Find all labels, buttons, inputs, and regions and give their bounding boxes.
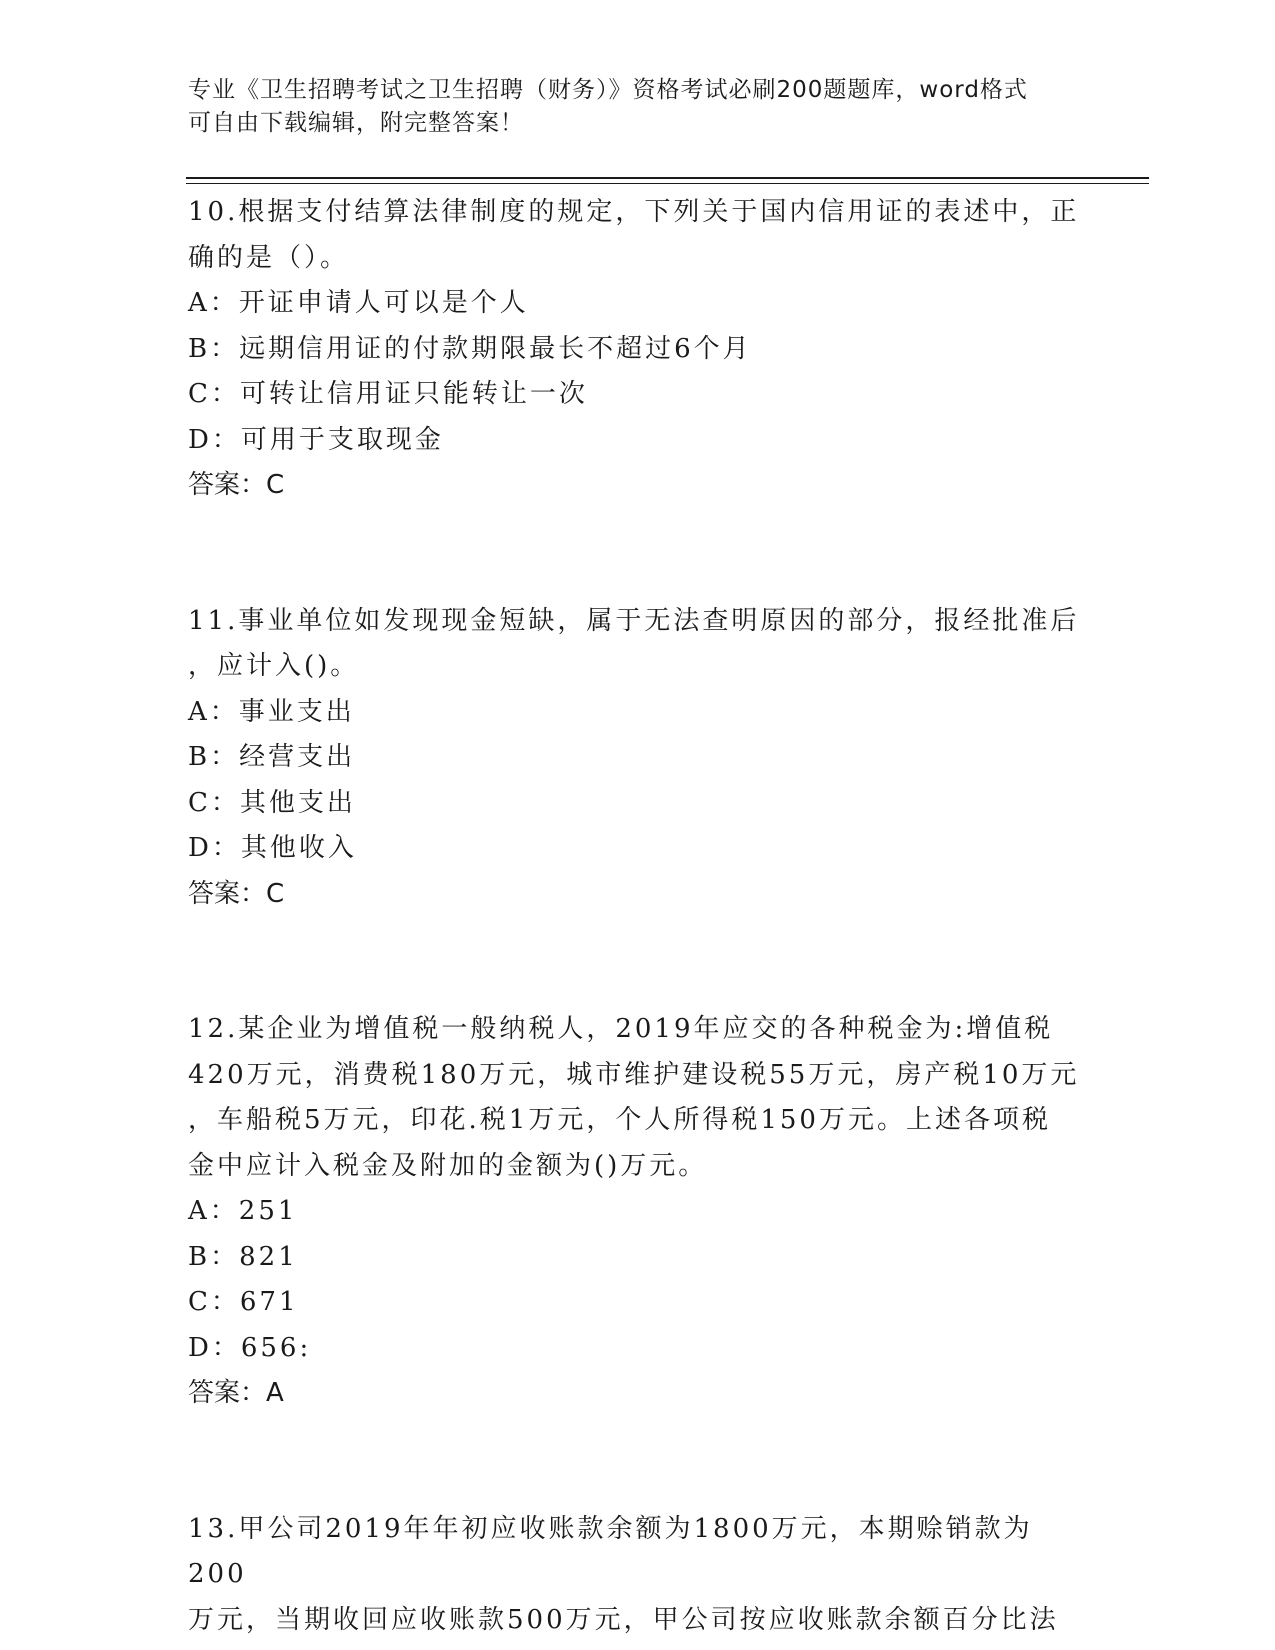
- question-stem-line: 12.某企业为增值税一般纳税人，2019年应交的各种税金为:增值税: [188, 1014, 1054, 1044]
- option-d: D：可用于支取现金: [188, 424, 444, 455]
- question-10: [188, 190, 1088, 509]
- header-divider-thick: [186, 177, 1149, 179]
- option-b: B：远期信用证的付款期限最长不超过6个月: [188, 333, 752, 364]
- header-line-1: 专业《卫生招聘考试之卫生招聘（财务）》资格考试必刷200题题库，word格式: [188, 77, 1028, 103]
- question-spacer: [188, 509, 1088, 599]
- question-spacer: [188, 1417, 1088, 1507]
- header-line-2: 可自由下载编辑，附完整答案！: [188, 110, 524, 136]
- question-list: [188, 190, 1088, 1643]
- answer: 答案：A: [188, 1378, 284, 1408]
- option-a: A：事业支出: [188, 696, 355, 727]
- question-spacer: [188, 917, 1088, 1007]
- answer: 答案：C: [188, 470, 285, 500]
- question-stem-line: ，车船税5万元，印花.税1万元，个人所得税150万元。上述各项税: [188, 1105, 1051, 1135]
- question-stem-line: 13.甲公司2019年年初应收账款余额为1800万元，本期赊销款为200: [188, 1513, 1033, 1589]
- question-stem-line: 10.根据支付结算法律制度的规定，下列关于国内信用证的表述中，正: [188, 197, 1080, 227]
- option-c: C：其他支出: [188, 787, 356, 818]
- option-d: D：656:: [188, 1332, 312, 1363]
- option-c: C：可转让信用证只能转让一次: [188, 379, 588, 409]
- question-stem-line: 确的是（）。: [188, 242, 350, 273]
- option-b: B：821: [188, 1241, 298, 1272]
- option-c: C：671: [188, 1287, 299, 1317]
- question-13: [188, 1507, 1088, 1644]
- option-d: D：其他收入: [188, 833, 357, 863]
- header-divider-thin: [186, 183, 1149, 184]
- option-a: A：251: [188, 1196, 298, 1226]
- document-header: [188, 74, 1088, 140]
- question-stem-line: 11.事业单位如发现现金短缺，属于无法查明原因的部分，报经批准后: [188, 605, 1080, 636]
- question-12: [188, 1007, 1088, 1417]
- question-stem-line: ，应计入()。: [188, 651, 360, 681]
- question-stem-line: 万元，当期收回应收账款500万元，甲公司按应收账款余额百分比法: [188, 1604, 1059, 1635]
- question-stem-line: 金中应计入税金及附加的金额为()万元。: [188, 1150, 708, 1181]
- question-stem-line: 420万元，消费税180万元，城市维护建设税55万元，房产税10万元: [188, 1059, 1080, 1090]
- option-a: A：开证申请人可以是个人: [188, 288, 529, 318]
- answer: 答案：C: [188, 878, 285, 909]
- question-11: [188, 599, 1088, 918]
- option-b: B：经营支出: [188, 742, 356, 772]
